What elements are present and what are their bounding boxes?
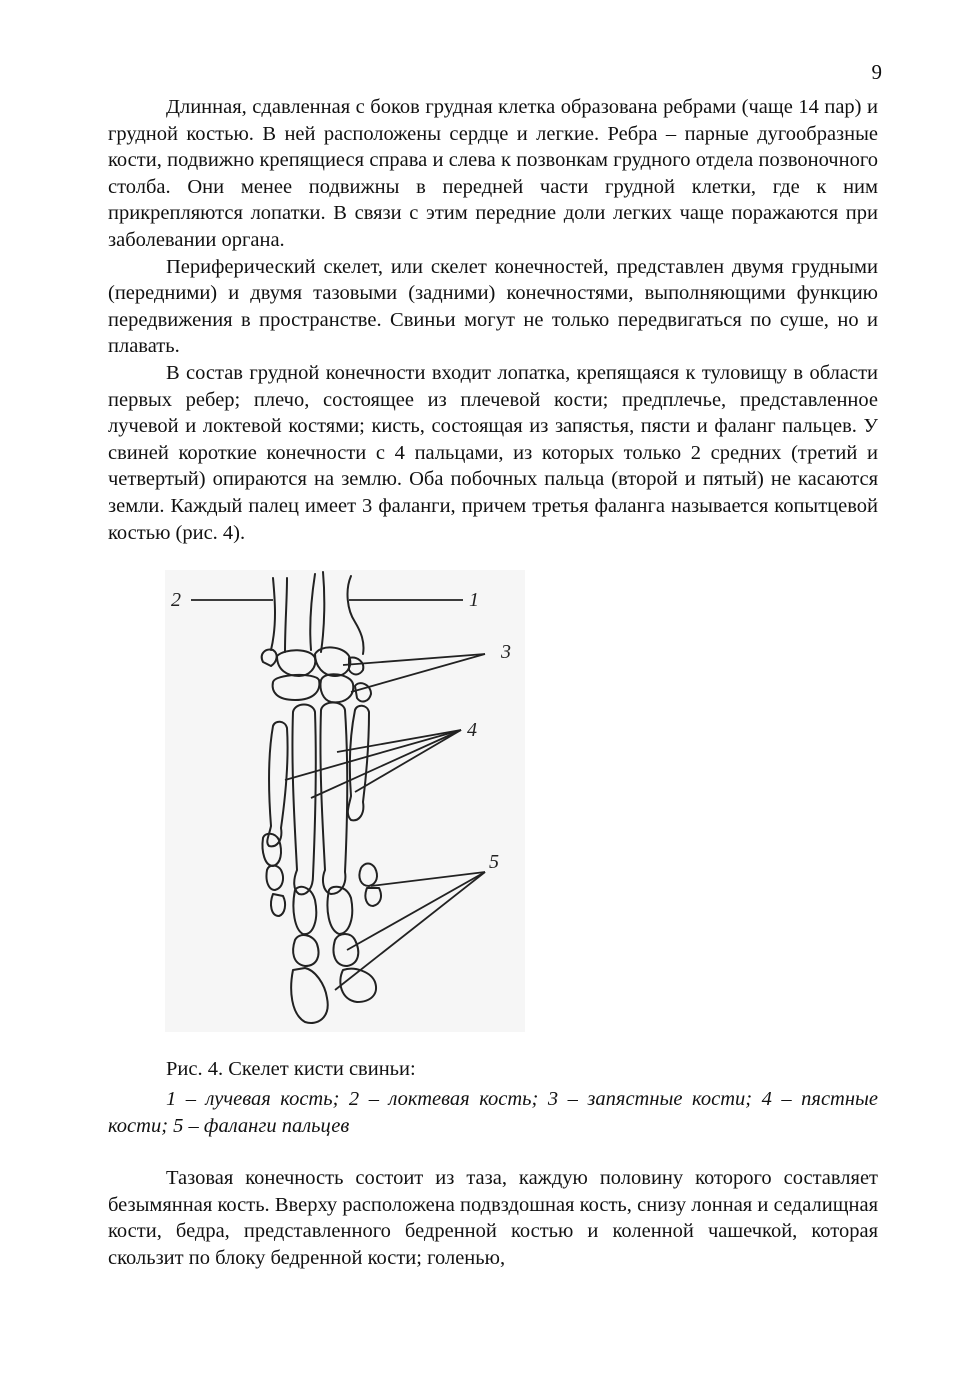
paragraph-thorax: Длинная, сдавленная с боков грудная клетка образована ребрами (чаще 14 пар) и грудной костью. В ней расположены сердце и легкие. Ребра – парные дугообразные кости, подвижно крепящиеся справа и слева к позвонкам грудного отдела позвоночного столба. Они менее подвижны в передней части грудной клетки, где к ним прикрепляются лопатки. В связи с этим передние доли легких чаще поражаются при заболевании органа. [108,96,878,251]
figure-label-4: 4 [467,719,477,741]
figure-label-3: 3 [501,641,511,663]
page-number: 9 [871,60,882,84]
body-text [108,94,878,546]
body-text-continued [108,1165,878,1271]
paragraph-thoracic-limb: В состав грудной конечности входит лопатка, крепящаяся к туловищу в области первых ребер; плечо, состоящее из плечевой кости; предплечье, представленное лучевой и локтевой костями; кисть, состоящая из запястья, пясти и фаланг пальцев. У свиней короткие конечности с 4 пальцами, из которых только 2 средних (третий и четвертый) опираются на землю. Оба побочных пальца (второй и пятый) не касаются земли. Каждый палец имеет 3 фаланги, причем третья фаланга называется копытцевой костью (рис. 4). [108,361,878,544]
figure-label-1: 1 [469,589,479,611]
figure-pig-hand-skeleton [165,570,525,1032]
figure-label-5: 5 [489,851,499,873]
paragraph-pelvic-limb: Тазовая конечность состоит из таза, каждую половину которого составляет безымянная кость. Вверху расположена подвздошная кость, снизу лонная и седалищная кости, бедра, представленного бедренной костью и коленной чашечкой, которая скользит по блоку бедренной кости; голенью, [108,1167,878,1269]
figure-background [165,570,525,1032]
hand-skeleton-drawing [165,570,525,1032]
figure-caption-title: Рис. 4. Скелет кисти свиньи: [166,1058,416,1080]
paragraph-peripheral-skeleton: Периферический скелет, или скелет конечностей, представлен двумя грудными (передними) и двумя тазовыми (задними) конечностями, выполняющими функцию передвижения в пространстве. Свиньи могут не только передвигаться по суше, но и плавать. [108,255,878,358]
figure-caption-description: 1 – лучевая кость; 2 – локтевая кость; 3 – запястные кости; 4 – пястные кости; 5 – фаланги пальцев [108,1088,878,1137]
figure-label-2: 2 [171,589,181,611]
